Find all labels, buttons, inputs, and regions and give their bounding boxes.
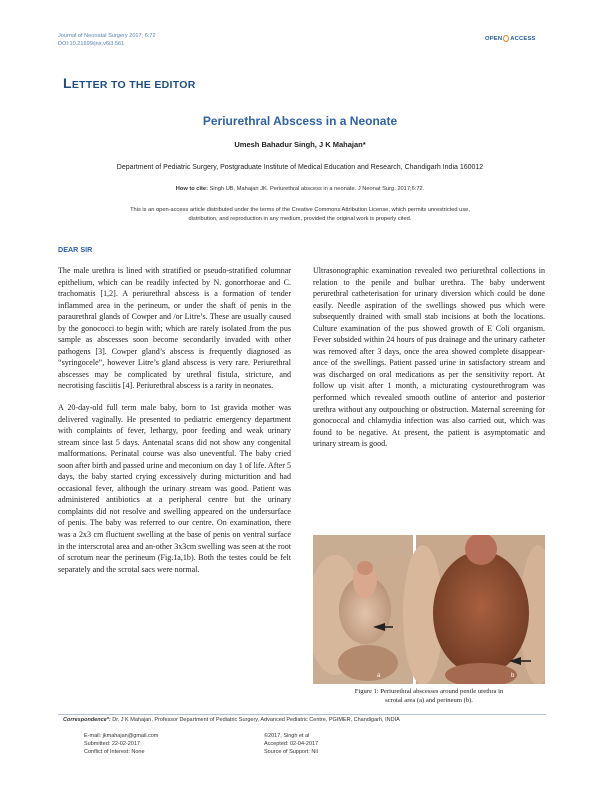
authors: Umesh Bahadur Singh, J K Mahajan* xyxy=(234,140,366,149)
figure-caption-line-1: Figure 1: Periurethral abscesses around penile urethra in xyxy=(354,688,504,695)
open-access-badge xyxy=(485,35,536,42)
license-notice xyxy=(40,206,560,223)
figure-caption-line-2: scrotal area (a) and perineum (b). xyxy=(385,696,473,704)
left-column xyxy=(58,265,291,575)
photo-b xyxy=(403,535,545,684)
how-to-cite-label: How to cite: xyxy=(175,186,208,192)
section-label xyxy=(63,75,196,91)
journal-citation: Journal of Neonatal Surgery 2017; 6:72 xyxy=(58,33,156,39)
article-title: Periurethral Abscess in a Neonate xyxy=(202,114,398,128)
figure-1-photos xyxy=(313,535,545,684)
figure-label-b: b xyxy=(511,673,515,679)
footer-right xyxy=(264,733,318,756)
section-label-initial: L xyxy=(63,75,72,91)
paragraph-case-report: A 20-day-old full term male baby, born to 1st gravida mother was delivered vaginally. He presented to pediatric emergency department with complaints of fever, lethargy, poor feeding and weak urinary stream since last 5 days. Antenatal scans did not show any congenital malformations. Perinatal course was also uneventful. The baby cried soon after birth and passed urine and meconium on day 1 of life. After 5 days, the baby started crying excessively during micturition and had occasional fever, although the urinary stream was good. Patient was administered antibiotics at a peripheral centre but the urinary complaints did not resolve and swelling appeared on the undersurface of penis. The baby was referred to our centre. On examination, there was a 2x3 cm fluctuent swelling at the base of penis on ventral surface in the interscrotal area and an-other 3x3cm swelling was seen at the root of scrotum near the perineum (Fig.1a,1b). Both the testes could be felt separately and the scrotal sacs were normal. xyxy=(58,403,291,574)
open-access-left: OPEN xyxy=(485,36,503,43)
open-access-lock-icon xyxy=(503,35,509,42)
figure-label-a: a xyxy=(377,673,381,679)
figure-caption xyxy=(313,688,545,705)
footer-left xyxy=(84,733,158,756)
footer-divider xyxy=(58,714,546,715)
section-label-rest: ETTER TO THE EDITOR xyxy=(71,79,196,91)
right-column xyxy=(313,265,545,450)
open-access-right: ACCESS xyxy=(510,36,536,43)
affiliation: Department of Pediatric Surgery, Postgraduate Institute of Medical Education and Research, Chandigarh India 160012 xyxy=(116,164,484,171)
how-to-cite xyxy=(0,186,600,192)
footer-conflict: Conflict of Interest: None xyxy=(84,748,145,755)
license-line-2: distribution, and reproduction in any medium, provided the original work is properly cited. xyxy=(188,215,412,222)
footer-submitted: Submitted: 22-02-2017 xyxy=(84,740,140,747)
footer-email[interactable]: E-mail: jkmahajan@gmail.com xyxy=(84,733,159,739)
correspondence-text: Dr. J K Mahajan, Professor Department of Pediatric Surgery, Advanced Pediatric Centre, PGIMER, Chandigarh, INDIA xyxy=(110,717,400,723)
footer-copyright: ©2017, Singh et al xyxy=(264,733,310,739)
footer-accepted: Accepted: 02-04-2017 xyxy=(264,740,319,747)
footer-support: Source of Support: Nil xyxy=(264,748,318,755)
figure-1 xyxy=(313,535,545,684)
paragraph-introduction: The male urethra is lined with stratified or pseudo-stratified columnar epithelium, which can be readily infected by N. gonorrhoeae and C. trachomatis [1,2]. A periurethral abscess is a formation of tender inflammed area in the perineum, or under the shaft of penis in the paraurethral glands of Cowper and /or Litre’s. These are usually caused by the gonococci to begin with; which are rarely isolated from the pus sample as abscesses soon become secondarily invaded with other pathogens [3]. Cowper gland’s abscess is frequently diagnosed as “syringocele”, however Litre’s gland abscess is very rare. Periurethral abscesses may be complicated by urethral fistula, stricture, and necrotising fasciitis [4]. Periurethral abscess is a rarity in neonates. xyxy=(58,266,291,391)
paragraph-management: Ultrasonographic examination revealed two periurethral collections in relation to the penile and bulbar urethra. The baby underwent perurethral catheterisation for urinary diversion which could be done easily. Needle aspiration of the swellings showed pus which were subsequently drained with small stab incisions at both the locations. Culture examination of the pus showed growth of E Coli organism. Fever subsided within 24 hours of pus drainage and the urinary catheter was removed after 3 days, once the area showed complete disappear-ance of the swellings. Patient passed urine in satisfactory stream and was discharged on oral medications as per the sensitivity report. At follow up visit after 1 month, a micturating cystourethrogram was performed which revealed smooth outline of anterior and posterior urethra without any outpouching or obstruction. Maternal screening for gonococcal and chlamydia infection was also carried out, which was found to be negative. At present, the patient is asymptomatic and urinary stream is good. xyxy=(313,266,545,449)
journal-doi[interactable]: DOI:10.21699/jns.v6i3.561 xyxy=(58,41,125,47)
greeting: DEAR SIR xyxy=(58,245,93,254)
license-line-1: This is an open-access article distributed under the terms of the Creative Commons Attribution License, which permits unrestricted use, xyxy=(130,207,470,213)
correspondence-label: Correspondence*: xyxy=(63,717,111,723)
correspondence xyxy=(63,717,563,725)
how-to-cite-text: Singh UB, Mahajan JK. Periurethral abscess in a neonate. J Neonat Surg. 2017;6:72. xyxy=(207,186,425,192)
